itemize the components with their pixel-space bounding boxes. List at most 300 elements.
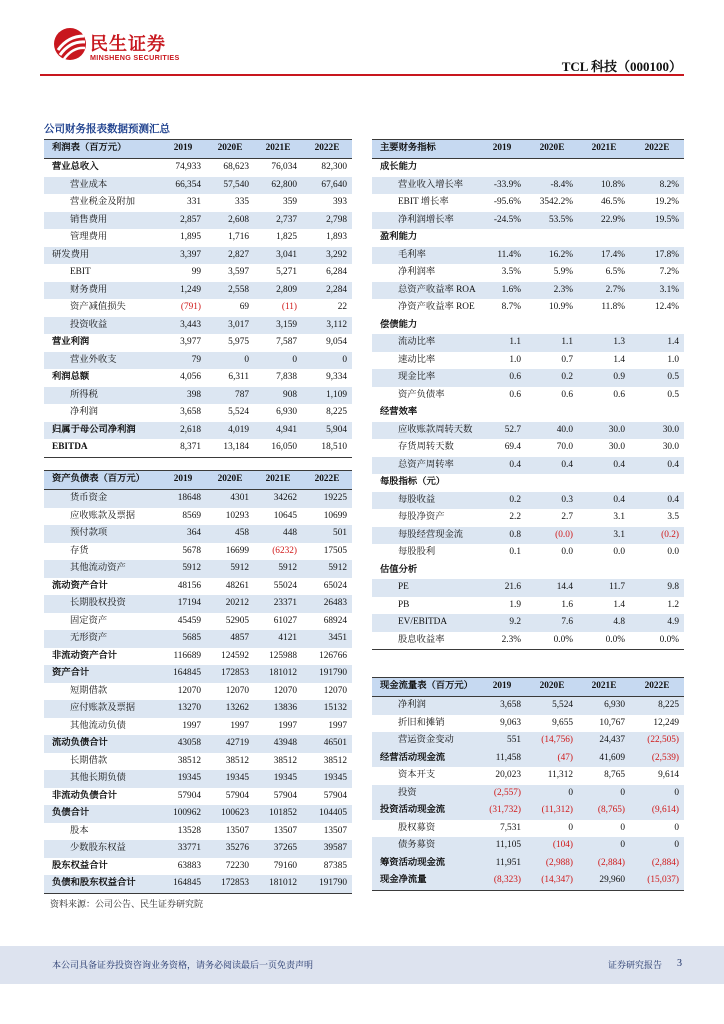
row-value: 0.9 [578, 369, 630, 387]
table-row [372, 387, 684, 405]
row-value: 38512 [177, 755, 201, 766]
row-label: PB [398, 599, 410, 610]
row-label: 成长能力 [380, 162, 418, 172]
row-value: 1997 [230, 720, 249, 731]
row-value: 1.0 [667, 354, 679, 365]
row-label: 估值分析 [380, 564, 418, 575]
row-value: 0.7 [561, 354, 573, 365]
row-label: 存货周转天数 [398, 442, 454, 452]
row-label: 营业利润 [52, 337, 90, 347]
table-row [44, 299, 352, 317]
row-value: 57904 [323, 790, 347, 801]
row-value: 65024 [323, 580, 347, 591]
row-value: 7,587 [276, 337, 297, 347]
year-header: 2020E [526, 678, 578, 697]
row-value: 30.0 [578, 422, 630, 440]
row-value: 20212 [206, 595, 254, 613]
year-header: 2021E [254, 140, 302, 159]
table-row [44, 700, 352, 718]
row-value: 0.6 [613, 389, 625, 400]
row-value: (14,347) [526, 872, 578, 890]
row-value: 57904 [177, 790, 201, 801]
row-value: 38512 [273, 755, 297, 766]
table-row [44, 369, 352, 387]
row-value: (2,988) [526, 855, 578, 873]
row-value: 0.1 [509, 547, 521, 557]
row-value: 1997 [182, 720, 201, 731]
table-row [44, 508, 352, 526]
year-header: 2022E [302, 471, 352, 490]
row-value: 19225 [302, 490, 352, 508]
row-label: 每股净资产 [398, 512, 445, 522]
row-value: 16.2% [526, 247, 578, 265]
row-value: 124592 [221, 650, 249, 661]
row-value: 52905 [225, 615, 249, 626]
year-header: 2021E [578, 140, 630, 159]
table-row [44, 282, 352, 300]
row-label: 负债和股东权益合计 [44, 875, 160, 893]
row-value: 68,623 [223, 162, 249, 172]
row-value: 2.7 [561, 512, 573, 522]
row-value: 101852 [254, 805, 302, 823]
year-header: 2019 [478, 140, 526, 159]
row-value: 57,540 [206, 177, 254, 195]
row-label: 营业外收支 [44, 352, 160, 370]
row-value: 12.4% [654, 302, 679, 312]
row-value: 172853 [206, 665, 254, 683]
row-value: 69.4 [504, 442, 521, 452]
row-value: 5678 [182, 545, 201, 556]
row-value: 10,767 [599, 717, 625, 728]
row-value: 8,371 [160, 439, 206, 457]
row-value: (2,884) [630, 855, 684, 873]
row-value: 0 [254, 352, 302, 370]
row-value: 21.6 [478, 579, 526, 597]
row-label: 股息收益率 [372, 632, 478, 650]
row-value: 1.6% [478, 282, 526, 300]
row-value [630, 317, 684, 335]
row-value [630, 474, 684, 492]
row-value: 3.5 [667, 512, 679, 522]
row-label: 每股收益 [372, 492, 478, 510]
table-row [372, 872, 684, 890]
row-value: 0 [578, 837, 630, 855]
row-value: 69 [239, 302, 249, 312]
row-value: (104) [526, 837, 578, 855]
row-value: 364 [160, 525, 206, 543]
row-value: 4,019 [206, 422, 254, 440]
row-label: 盈利能力 [380, 232, 418, 242]
cash-flow-table [372, 677, 684, 891]
table-row [44, 578, 352, 596]
row-value: 3.1% [630, 282, 684, 300]
table-row [44, 665, 352, 683]
table-row [372, 474, 684, 492]
row-value: (31,732) [478, 802, 526, 820]
table-row [44, 735, 352, 753]
row-label: 流动资产合计 [52, 580, 108, 591]
row-label: 管理费用 [70, 232, 108, 242]
row-value: 164845 [160, 665, 206, 683]
row-value: -95.6% [493, 197, 521, 207]
row-value: 0.4 [578, 457, 630, 475]
row-label: 速动比率 [398, 354, 436, 365]
row-value: 4,056 [180, 372, 201, 382]
table-row [372, 404, 684, 422]
table-row [44, 212, 352, 230]
table-row [372, 439, 684, 457]
row-value [578, 474, 630, 492]
row-value: (2,539) [630, 750, 684, 768]
row-label: 非流动资产合计 [52, 650, 118, 661]
row-value [478, 562, 526, 580]
row-value: 6,311 [228, 372, 249, 382]
row-label: 短期借款 [70, 685, 108, 696]
row-label: 应付账款及票据 [44, 700, 160, 718]
row-value: 0.3 [526, 492, 578, 510]
row-value: 5.9% [553, 267, 573, 277]
row-value: 39587 [302, 840, 352, 858]
report-type: 证券研究报告 [607, 961, 662, 971]
row-label: 非流动负债合计 [52, 790, 118, 801]
brand-logo [52, 26, 192, 70]
row-label: 股权募资 [398, 822, 436, 833]
row-value: 2.3% [478, 632, 526, 650]
year-header: 2022E [302, 140, 352, 159]
row-value: 13,184 [206, 439, 254, 457]
table-row [44, 718, 352, 736]
row-value [526, 317, 578, 335]
row-value [526, 474, 578, 492]
row-value: 87385 [323, 860, 347, 871]
row-value: 12070 [177, 685, 201, 696]
row-value: 17.8% [630, 247, 684, 265]
table-title: 主要财务指标 [372, 140, 478, 159]
row-value: 0.4 [478, 457, 526, 475]
row-value: 30.0 [630, 422, 684, 440]
row-value: 0.2 [478, 492, 526, 510]
row-value [578, 317, 630, 335]
row-value: 787 [206, 387, 254, 405]
row-value: 12070 [225, 685, 249, 696]
table-row [372, 820, 684, 838]
row-value: 70.0 [556, 442, 573, 452]
row-value [478, 474, 526, 492]
row-value: 12070 [323, 685, 347, 696]
row-value: 0.0 [613, 547, 625, 557]
row-value: 551 [478, 732, 526, 750]
row-value: 99 [191, 267, 201, 277]
row-value: 6,284 [326, 267, 347, 277]
row-value [526, 159, 578, 177]
row-label: 总资产收益率 ROA [372, 282, 478, 300]
table-row [372, 855, 684, 873]
row-value: 37265 [254, 840, 302, 858]
table-row [372, 159, 684, 177]
row-value: 30.0 [608, 442, 625, 452]
row-value: 4,941 [254, 422, 302, 440]
row-value: 10.9% [548, 302, 573, 312]
row-value [578, 159, 630, 177]
row-value: (6232) [272, 545, 297, 556]
row-value: (0.0) [526, 527, 578, 545]
row-label: 资产减值损失 [70, 302, 126, 312]
row-value: 9.8 [630, 579, 684, 597]
year-header: 2019 [478, 678, 526, 697]
row-label: 每股经营现金流 [372, 527, 478, 545]
row-value: 10699 [323, 510, 347, 521]
row-value: 0.4 [630, 492, 684, 510]
row-value: 19345 [302, 770, 352, 788]
row-value: (8,765) [578, 802, 630, 820]
table-row [44, 317, 352, 335]
table-row [372, 509, 684, 527]
row-value: 164845 [160, 875, 206, 893]
row-value: 2,827 [206, 247, 254, 265]
row-label: 现金净流量 [372, 872, 478, 890]
row-value: 359 [283, 197, 297, 207]
table-row [44, 823, 352, 841]
row-value: 72230 [225, 860, 249, 871]
table-row [372, 212, 684, 230]
row-value: (0.2) [630, 527, 684, 545]
table-row [372, 697, 684, 715]
row-value: 458 [206, 525, 254, 543]
row-value: 104405 [302, 805, 352, 823]
row-label: 销售费用 [44, 212, 160, 230]
row-value: 5,271 [276, 267, 297, 277]
row-value: 46.5% [600, 197, 625, 207]
header-divider [40, 74, 684, 76]
row-value: 57904 [225, 790, 249, 801]
table-row [44, 404, 352, 422]
row-value: 9,063 [500, 717, 521, 728]
row-label: 归属于母公司净利润 [44, 422, 160, 440]
row-value: 0.6 [478, 369, 526, 387]
table-row [44, 194, 352, 212]
row-label: 营业税金及附加 [70, 197, 136, 207]
table-row [44, 334, 352, 352]
row-value: 0.4 [526, 457, 578, 475]
row-value: 19345 [206, 770, 254, 788]
row-value: 30.0 [662, 442, 679, 452]
row-value: 45459 [177, 615, 201, 626]
row-value: 42719 [206, 735, 254, 753]
row-value: 1,109 [302, 387, 352, 405]
row-value: 13507 [323, 825, 347, 836]
row-label: 总资产周转率 [372, 457, 478, 475]
table-row [372, 422, 684, 440]
row-value: 1,716 [228, 232, 249, 242]
year-header: 2020E [206, 140, 254, 159]
table-row [44, 613, 352, 631]
row-value: 2,608 [206, 212, 254, 230]
row-value: 2,737 [254, 212, 302, 230]
row-value: 5,524 [228, 407, 249, 417]
table-row [44, 490, 352, 508]
row-value: 2,857 [160, 212, 206, 230]
row-label: 其他流动负债 [70, 720, 126, 731]
row-value: 0.0 [561, 547, 573, 557]
row-value: 448 [254, 525, 302, 543]
row-label: 财务费用 [44, 282, 160, 300]
row-value: 7,531 [500, 822, 521, 833]
row-value: (2,884) [578, 855, 630, 873]
row-value: 9,054 [326, 337, 347, 347]
row-label: 研发费用 [44, 247, 160, 265]
row-value: 5,524 [526, 697, 578, 715]
row-value: 17194 [160, 595, 206, 613]
row-value: 15132 [302, 700, 352, 718]
row-label: 股本 [70, 825, 89, 836]
row-label: 资产负债率 [398, 389, 445, 400]
row-value [478, 229, 526, 247]
row-value: 0.5 [630, 369, 684, 387]
table-row [372, 264, 684, 282]
row-value: 501 [302, 525, 352, 543]
row-value: 5912 [160, 560, 206, 578]
row-value: 1.4 [613, 354, 625, 365]
row-value: 1,895 [180, 232, 201, 242]
table-row [372, 802, 684, 820]
row-value: 331 [187, 197, 201, 207]
row-value: 35276 [206, 840, 254, 858]
row-value: 43058 [160, 735, 206, 753]
row-value: 1.9 [509, 599, 521, 610]
disclaimer-text: 本公司具备证券投资咨询业务资格，请务必阅读最后一页免责声明 [52, 961, 314, 971]
year-header: 2022E [630, 678, 684, 697]
brand-name-cn: 民生证券 [90, 34, 166, 55]
row-value: -8.4% [526, 177, 578, 195]
table-row [44, 264, 352, 282]
row-value: 67,640 [302, 177, 352, 195]
table-row [372, 317, 684, 335]
row-value: 3,017 [206, 317, 254, 335]
year-header: 2020E [526, 140, 578, 159]
row-value: 908 [254, 387, 302, 405]
row-value: 4301 [206, 490, 254, 508]
table-row [44, 683, 352, 701]
table-row [44, 439, 352, 457]
row-value: 55024 [273, 580, 297, 591]
row-label: 所得税 [44, 387, 160, 405]
row-value [578, 562, 630, 580]
row-label: 折旧和摊销 [398, 717, 445, 728]
table-row [372, 282, 684, 300]
row-value: 13507 [225, 825, 249, 836]
row-value: 3451 [302, 630, 352, 648]
row-value: 3,658 [478, 697, 526, 715]
row-value [478, 404, 526, 422]
table-row [372, 194, 684, 212]
row-label: 负债合计 [44, 805, 160, 823]
row-label: 筹资活动现金流 [372, 855, 478, 873]
row-value: 20,023 [495, 770, 521, 780]
row-value: 7.6 [526, 614, 578, 632]
row-value: 22.9% [578, 212, 630, 230]
page-footer [0, 946, 724, 984]
table-row [44, 560, 352, 578]
row-value: 11.8% [601, 302, 625, 312]
row-label: 营业收入增长率 [372, 177, 478, 195]
row-label: 营业成本 [44, 177, 160, 195]
row-value: 5912 [302, 560, 352, 578]
row-value: 0 [578, 785, 630, 803]
row-value: 11,105 [478, 837, 526, 855]
table-row [44, 840, 352, 858]
table-row [44, 177, 352, 195]
row-value: 17.4% [578, 247, 630, 265]
row-value: 11,951 [478, 855, 526, 873]
row-value [526, 562, 578, 580]
table-row [372, 632, 684, 650]
table-row [372, 544, 684, 562]
row-value: 8569 [182, 510, 201, 521]
row-value: 5912 [206, 560, 254, 578]
row-value: 398 [160, 387, 206, 405]
row-value: 181012 [254, 875, 302, 893]
row-value: 0.0% [630, 632, 684, 650]
table-row [44, 422, 352, 440]
row-value: 191790 [302, 665, 352, 683]
row-value: 2,798 [302, 212, 352, 230]
row-value: 13507 [273, 825, 297, 836]
row-value: 7.2% [659, 267, 679, 277]
row-value: 3,597 [228, 267, 249, 277]
row-value: 0 [526, 785, 578, 803]
row-value: 5,975 [228, 337, 249, 347]
row-value: 0.6 [509, 389, 521, 400]
year-header: 2019 [160, 471, 206, 490]
row-value: 0 [630, 837, 684, 855]
row-value: 335 [235, 197, 249, 207]
row-value: 0.0% [526, 632, 578, 650]
row-label: 资产合计 [44, 665, 160, 683]
row-value: 1.3 [578, 334, 630, 352]
row-value: 0.8 [478, 527, 526, 545]
table-row [372, 457, 684, 475]
row-label: 货币资金 [44, 490, 160, 508]
minsheng-logo-icon [52, 26, 88, 62]
row-value: 11,312 [547, 770, 573, 780]
table-row [372, 579, 684, 597]
row-value: 4121 [254, 630, 302, 648]
row-value: 12,249 [653, 717, 679, 728]
row-value: 0 [302, 352, 352, 370]
table-row [372, 177, 684, 195]
row-value: 13270 [160, 700, 206, 718]
row-value: 5912 [254, 560, 302, 578]
row-label: 每股指标（元） [380, 477, 446, 487]
row-value: 181012 [254, 665, 302, 683]
row-value: 46501 [302, 735, 352, 753]
row-value: (791) [180, 302, 201, 312]
row-value: 17505 [323, 545, 347, 556]
table-row [44, 648, 352, 666]
year-header: 2022E [630, 140, 684, 159]
row-label: 长期股权投资 [44, 595, 160, 613]
row-value: 3542.2% [539, 197, 573, 207]
row-value: 9,334 [326, 372, 347, 382]
table-row [372, 767, 684, 785]
row-label: 净利润 [372, 697, 478, 715]
page-header [0, 0, 724, 80]
row-label: 其他长期负债 [44, 770, 160, 788]
row-value: 76,034 [271, 162, 297, 172]
row-value: 8,765 [604, 770, 625, 780]
row-value: 82,300 [321, 162, 347, 172]
row-value: 116689 [173, 650, 201, 661]
